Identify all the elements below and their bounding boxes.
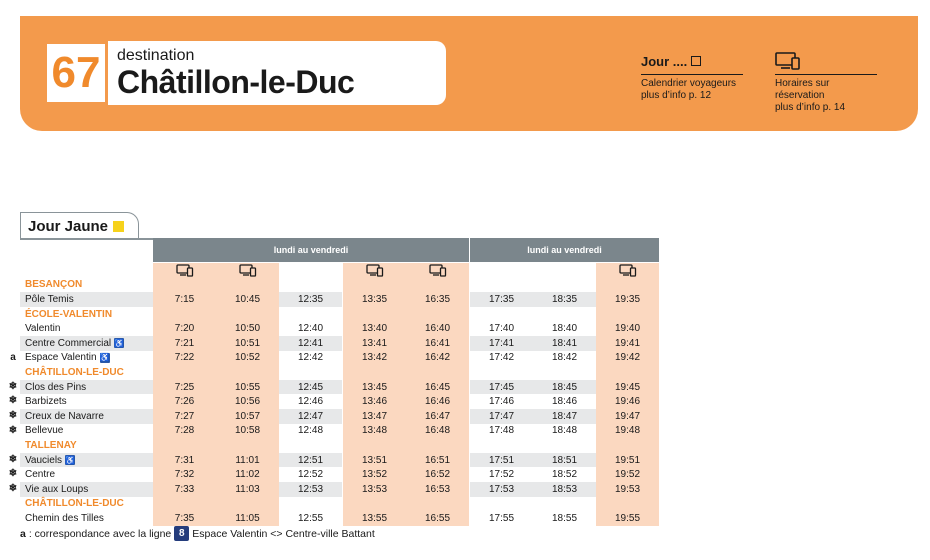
reservation-icon-row: [20, 263, 660, 278]
empty-cell: [153, 307, 216, 322]
time-cell: 12:47: [279, 409, 342, 424]
table-row: [8, 424, 660, 439]
empty-cell: [153, 497, 216, 512]
stop-name: Creux de Navarre: [25, 410, 104, 422]
time-cell: 18:35: [533, 292, 596, 307]
section-row: [20, 278, 660, 293]
time-cell: 11:03: [216, 482, 279, 497]
stop-cell: [20, 292, 153, 307]
time-cell: 18:52: [533, 467, 596, 482]
empty-cell: [216, 307, 279, 322]
stop-name: Chemin des Tilles: [25, 512, 104, 524]
time-cell: 18:42: [533, 351, 596, 366]
time-cell: 19:41: [596, 336, 659, 351]
empty-cell: [533, 438, 596, 453]
time-cell: 17:40: [470, 321, 533, 336]
section-name: BESANÇON: [25, 279, 83, 291]
empty-cell: [596, 438, 659, 453]
empty-cell: [533, 365, 596, 380]
time-cell: 10:52: [216, 351, 279, 366]
empty-cell: [279, 278, 342, 293]
time-cell: 7:35: [153, 511, 216, 526]
time-cell: 12:35: [279, 292, 342, 307]
time-cell: 11:01: [216, 453, 279, 468]
empty-cell: [153, 365, 216, 380]
section-name: TALLENAY: [25, 439, 77, 451]
time-cell: 13:45: [343, 380, 406, 395]
legend-divider: [775, 74, 877, 75]
stop-cell: [20, 409, 153, 424]
empty-cell: [153, 278, 216, 293]
table-row: [20, 321, 660, 336]
time-cell: 17:52: [470, 467, 533, 482]
section-name: CHÂTILLON-LE-DUC: [25, 498, 124, 510]
reservation-cell: [596, 263, 659, 278]
time-cell: 13:41: [343, 336, 406, 351]
stop-name: Vie aux Loups: [25, 483, 89, 495]
snowflake-icon: ❄: [8, 483, 18, 494]
empty-cell: [596, 278, 659, 293]
empty-cell: [470, 438, 533, 453]
time-cell: 16:47: [406, 409, 469, 424]
empty-cell: [596, 307, 659, 322]
empty-cell: [406, 278, 469, 293]
empty-cell: [533, 307, 596, 322]
time-cell: 17:47: [470, 409, 533, 424]
time-cell: 16:53: [406, 482, 469, 497]
on-demand-device-icon: [619, 264, 637, 277]
time-cell: 7:32: [153, 467, 216, 482]
empty-cell: [596, 497, 659, 512]
stop-name: Centre: [25, 469, 56, 481]
empty-cell: [216, 497, 279, 512]
time-cell: 19:48: [596, 424, 659, 439]
time-cell: 12:46: [279, 394, 342, 409]
table-row: [8, 409, 660, 424]
time-cell: 13:47: [343, 409, 406, 424]
snowflake-icon: ❄: [8, 395, 18, 407]
time-cell: 16:42: [406, 351, 469, 366]
time-cell: 17:45: [470, 380, 533, 395]
time-cell: 12:41: [279, 336, 342, 351]
time-cell: 7:21: [153, 336, 216, 351]
table-row: [10, 351, 660, 366]
header-weekday-left: lundi au vendredi: [153, 238, 469, 262]
empty-cell: [153, 438, 216, 453]
time-cell: 13:42: [343, 351, 406, 366]
tab-label: Jour Jaune: [28, 218, 109, 235]
empty-cell: [470, 365, 533, 380]
snowflake-icon: ❄: [8, 380, 18, 392]
table-row: [8, 394, 660, 409]
stop-name: Espace Valentin: [25, 352, 97, 364]
stop-cell: [20, 424, 153, 439]
reservation-cell: [279, 263, 342, 278]
time-cell: 19:53: [596, 482, 659, 497]
time-cell: 19:35: [596, 292, 659, 307]
stop-cell: [20, 453, 153, 468]
reservation-cell: [216, 263, 279, 278]
section-row: [20, 438, 660, 453]
reservation-cell: [153, 263, 216, 278]
time-cell: 7:27: [153, 409, 216, 424]
time-cell: 7:20: [153, 321, 216, 336]
time-cell: 19:47: [596, 409, 659, 424]
stop-name: Vauciels: [25, 454, 63, 466]
time-cell: 16:55: [406, 511, 469, 526]
time-cell: 16:51: [406, 453, 469, 468]
time-cell: 17:35: [470, 292, 533, 307]
time-cell: 11:05: [216, 511, 279, 526]
legend-divider: [641, 74, 743, 75]
time-cell: 7:25: [153, 380, 216, 395]
destination-name: Châtillon-le-Duc: [117, 64, 355, 100]
stop-cell: [20, 482, 153, 497]
time-cell: 19:45: [596, 380, 659, 395]
table-row: [8, 380, 660, 395]
stop-name: Pôle Temis: [25, 293, 74, 305]
stop-cell: [20, 394, 153, 409]
section-name: CHÂTILLON-LE-DUC: [25, 366, 124, 378]
time-cell: 19:46: [596, 394, 659, 409]
empty-cell: [279, 438, 342, 453]
header-weekday-right: lundi au vendredi: [470, 238, 659, 262]
time-cell: 13:51: [343, 453, 406, 468]
time-cell: 13:53: [343, 482, 406, 497]
empty-cell: [406, 438, 469, 453]
time-cell: 19:42: [596, 351, 659, 366]
stop-cell: [20, 321, 153, 336]
time-cell: 18:40: [533, 321, 596, 336]
legend-res-line2: plus d’info p. 14: [775, 102, 846, 113]
time-cell: 13:52: [343, 467, 406, 482]
stop-cell: [20, 467, 153, 482]
wheelchair-icon: ♿: [99, 353, 110, 363]
time-cell: 12:55: [279, 511, 342, 526]
time-cell: 19:51: [596, 453, 659, 468]
time-cell: 13:35: [343, 292, 406, 307]
snowflake-icon: ❄: [8, 453, 18, 465]
stop-cell: [20, 380, 153, 395]
section-name: ÉCOLE-VALENTIN: [25, 308, 113, 320]
time-cell: 7:31: [153, 453, 216, 468]
time-cell: 12:48: [279, 424, 342, 439]
time-cell: 12:53: [279, 482, 342, 497]
time-cell: 17:41: [470, 336, 533, 351]
time-cell: 13:55: [343, 511, 406, 526]
legend-day-line2: plus d’info p. 12: [641, 90, 712, 101]
empty-cell: [470, 497, 533, 512]
destination-label: destination: [117, 47, 195, 64]
empty-cell: [343, 307, 406, 322]
time-cell: 7:28: [153, 424, 216, 439]
stop-cell: [20, 336, 153, 351]
snowflake-icon: ❄: [8, 468, 18, 480]
section-row: [20, 497, 660, 512]
time-cell: 16:46: [406, 394, 469, 409]
time-cell: 7:22: [153, 351, 216, 366]
on-demand-device-icon: [775, 50, 877, 72]
table-row: [20, 336, 660, 351]
empty-cell: [279, 365, 342, 380]
on-demand-device-icon: [176, 264, 194, 277]
time-cell: 18:48: [533, 424, 596, 439]
connection-mark: a: [10, 351, 16, 363]
legend-day-line1: Calendrier voyageurs: [641, 78, 737, 89]
empty-cell: [279, 307, 342, 322]
stop-name: Valentin: [25, 323, 61, 335]
time-cell: 16:35: [406, 292, 469, 307]
time-cell: 10:58: [216, 424, 279, 439]
legend-day-title: Jour ....: [641, 53, 688, 69]
table-row: [8, 453, 660, 468]
stop-name: Bellevue: [25, 425, 64, 437]
time-cell: 19:52: [596, 467, 659, 482]
time-cell: 13:40: [343, 321, 406, 336]
time-cell: 16:40: [406, 321, 469, 336]
footnote-destination: Espace Valentin <> Centre-ville Battant: [192, 527, 375, 540]
line-badge: 8: [174, 526, 189, 541]
wheelchair-icon: ♿: [65, 455, 76, 465]
square-icon: [691, 56, 701, 66]
empty-cell: [343, 278, 406, 293]
empty-cell: [406, 365, 469, 380]
line-number-badge: 67: [44, 41, 108, 105]
time-cell: 10:45: [216, 292, 279, 307]
table-row: [20, 292, 660, 307]
wheelchair-icon: ♿: [114, 338, 125, 348]
reservation-cell: [343, 263, 406, 278]
time-cell: 17:48: [470, 424, 533, 439]
time-cell: 13:46: [343, 394, 406, 409]
footnote-letter: a: [20, 527, 26, 540]
section-row: [20, 307, 660, 322]
stop-name: Clos des Pins: [25, 381, 87, 393]
table-row: [8, 482, 660, 497]
time-cell: 7:33: [153, 482, 216, 497]
table-row: [8, 467, 660, 482]
stop-name: Centre Commercial: [25, 337, 112, 349]
empty-cell: [596, 365, 659, 380]
time-cell: 16:41: [406, 336, 469, 351]
time-cell: 17:53: [470, 482, 533, 497]
empty-cell: [406, 307, 469, 322]
reservation-cell: [406, 263, 469, 278]
time-cell: 18:46: [533, 394, 596, 409]
empty-cell: [533, 278, 596, 293]
empty-cell: [343, 438, 406, 453]
time-cell: 18:41: [533, 336, 596, 351]
time-cell: 10:55: [216, 380, 279, 395]
empty-cell: [470, 278, 533, 293]
time-cell: 17:51: [470, 453, 533, 468]
time-cell: 18:55: [533, 511, 596, 526]
time-cell: 18:47: [533, 409, 596, 424]
empty-cell: [343, 497, 406, 512]
on-demand-device-icon: [366, 264, 384, 277]
empty-cell: [216, 365, 279, 380]
time-cell: 19:55: [596, 511, 659, 526]
empty-cell: [216, 278, 279, 293]
time-cell: 12:42: [279, 351, 342, 366]
time-cell: 10:50: [216, 321, 279, 336]
on-demand-device-icon: [429, 264, 447, 277]
legend-res-line1: Horaires sur réservation: [775, 78, 830, 101]
time-cell: 18:53: [533, 482, 596, 497]
time-cell: 16:48: [406, 424, 469, 439]
time-cell: 12:45: [279, 380, 342, 395]
time-cell: 7:15: [153, 292, 216, 307]
empty-cell: [470, 307, 533, 322]
stop-name: Barbizets: [25, 396, 67, 408]
time-cell: 12:52: [279, 467, 342, 482]
legend-day-calendar: [641, 50, 743, 102]
on-demand-device-icon: [239, 264, 257, 277]
time-cell: 16:45: [406, 380, 469, 395]
stop-cell: [20, 351, 153, 366]
table-top-rule: [20, 238, 154, 240]
time-cell: 17:55: [470, 511, 533, 526]
reservation-cell: [470, 263, 533, 278]
time-cell: 10:51: [216, 336, 279, 351]
time-cell: 12:40: [279, 321, 342, 336]
time-cell: 7:26: [153, 394, 216, 409]
stop-cell: [20, 511, 153, 526]
time-cell: 18:51: [533, 453, 596, 468]
tab-jour-jaune: [20, 212, 139, 240]
footnote: [20, 526, 375, 541]
time-cell: 17:46: [470, 394, 533, 409]
time-cell: 19:40: [596, 321, 659, 336]
empty-cell: [406, 497, 469, 512]
reservation-cell: [533, 263, 596, 278]
empty-cell: [533, 497, 596, 512]
time-cell: 10:56: [216, 394, 279, 409]
empty-cell: [279, 497, 342, 512]
time-cell: 18:45: [533, 380, 596, 395]
snowflake-icon: ❄: [8, 410, 18, 421]
yellow-square-icon: [113, 221, 124, 232]
time-cell: 16:52: [406, 467, 469, 482]
empty-cell: [343, 365, 406, 380]
time-cell: 12:51: [279, 453, 342, 468]
footnote-text: : correspondance avec la ligne: [28, 527, 172, 540]
time-cell: 17:42: [470, 351, 533, 366]
snowflake-icon: ❄: [8, 424, 18, 436]
time-cell: 11:02: [216, 467, 279, 482]
time-cell: 13:48: [343, 424, 406, 439]
empty-cell: [216, 438, 279, 453]
legend-reservation: [775, 50, 877, 114]
table-row: [20, 511, 660, 526]
section-row: [20, 365, 660, 380]
time-cell: 10:57: [216, 409, 279, 424]
